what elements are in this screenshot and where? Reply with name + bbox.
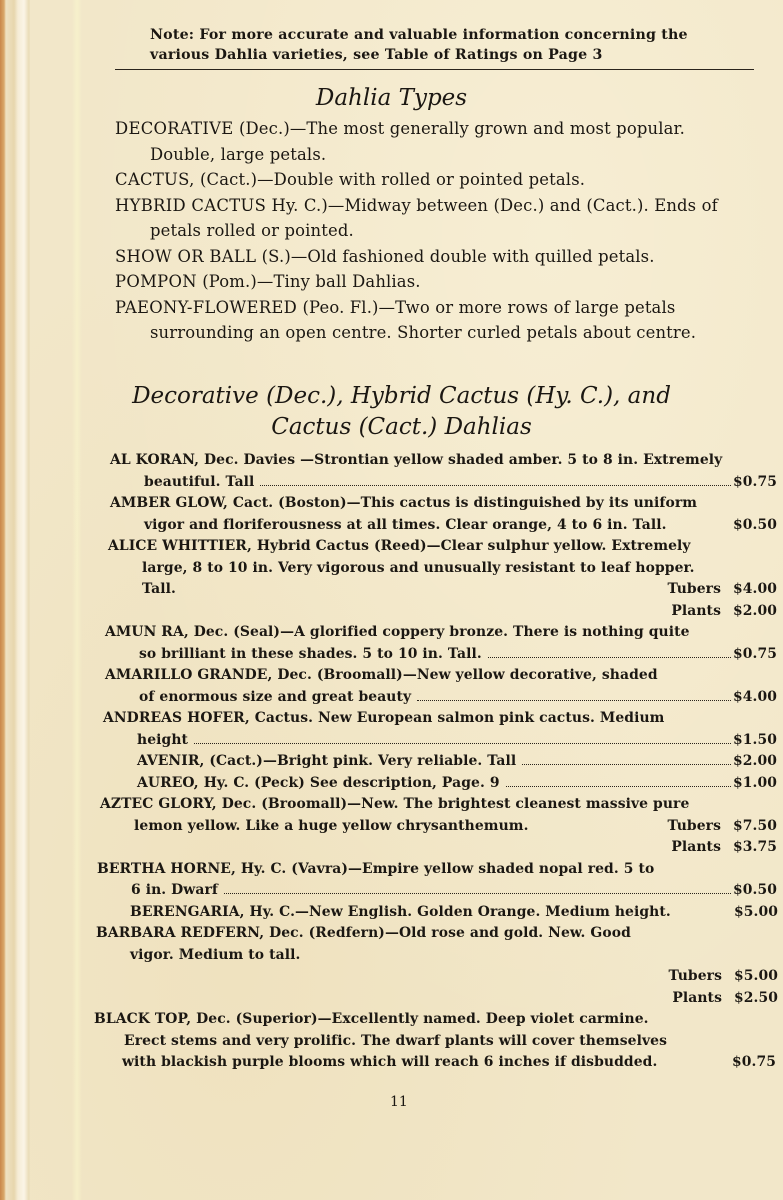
variety-desc: vigor and floriferousness at all times. Clear orange, 4 to 6 in. Tall. — [144, 516, 667, 533]
variety-name: ANDREAS HOFER, — [103, 710, 250, 726]
variety-price: $5.00 — [734, 968, 778, 984]
variety-desc: beautiful. Tall — [144, 473, 255, 490]
variety-price: $0.50 — [733, 882, 777, 898]
variety-price: $5.00 — [734, 903, 778, 920]
variety-name: BERTHA HORNE, — [97, 860, 236, 877]
type-item — [115, 244, 755, 270]
variety-desc: Dec. (Broomall)—New yellow decorative, shaded — [277, 667, 658, 683]
variety-desc: 6 in. Dwarf — [131, 882, 218, 898]
variety-desc: Tall. — [142, 581, 176, 597]
variety-price: $2.50 — [734, 989, 778, 1006]
variety-desc: Cact. (Boston)—This cactus is distinguished by its uniform — [232, 495, 698, 511]
variety-price: $1.50 — [733, 731, 777, 748]
leader-dots — [224, 892, 731, 894]
leader-dots — [522, 763, 731, 765]
variety-desc: Dec. (Broomall)—New. The brightest cleanest massive pure — [221, 796, 690, 812]
price-label: Plants — [672, 989, 722, 1006]
variety-price: $2.00 — [733, 602, 777, 619]
variety-name: AMUN RA, — [105, 624, 189, 640]
variety-desc: so brilliant in these shades. 5 to 10 in. Tall. — [139, 645, 482, 662]
variety-desc: Hy. C. (Peck) See description, Page. 9 — [203, 774, 500, 791]
variety-price: $4.00 — [733, 688, 777, 705]
type-name: CACTUS, — [115, 170, 195, 189]
variety-list — [94, 450, 778, 1074]
leader-dots — [260, 484, 731, 486]
variety-desc: with blackish purple blooms which will reach 6 inches if disbudded. — [122, 1054, 658, 1070]
price-label: Tubers — [667, 581, 721, 597]
variety-desc: Dec. (Superior)—Excellently named. Deep violet carmine. — [196, 1011, 649, 1027]
type-desc: (S.)—Old fashioned double with quilled petals. — [261, 246, 655, 266]
type-name: HYBRID CACTUS — [115, 195, 267, 215]
variety-desc: Hy. C. (Vavra)—Empire yellow shaded nopal red. 5 to — [240, 860, 655, 877]
variety-desc: lemon yellow. Like a huge yellow chrysanthemum. — [134, 817, 529, 834]
variety-entry — [103, 773, 777, 795]
type-desc: (Cact.)—Double with rolled or pointed petals. — [200, 170, 586, 189]
variety-desc: Cactus. New European salmon pink cactus. Medium — [254, 710, 665, 726]
variety-price: $2.00 — [733, 753, 777, 769]
page-number: 11 — [390, 1094, 408, 1110]
price-label: Tubers — [668, 968, 722, 984]
leader-dots — [194, 742, 731, 744]
type-desc: (Peo. Fl.)—Two or more rows of large petals surrounding an open centre. Shorter curled petals about centre. — [150, 297, 697, 342]
variety-name: ALICE WHITTIER, — [108, 538, 252, 554]
variety-desc: vigor. Medium to tall. — [130, 946, 301, 963]
type-desc: (Pom.)—Tiny ball Dahlias. — [202, 272, 421, 291]
variety-name: AMARILLO GRANDE, — [105, 667, 273, 683]
leader-dots — [417, 699, 731, 701]
variety-name: AZTEC GLORY, — [100, 796, 217, 812]
page-binding-edge — [0, 0, 30, 1200]
variety-name: BLACK TOP, — [94, 1011, 192, 1027]
variety-price: $0.75 — [732, 1054, 776, 1070]
variety-entry — [100, 794, 777, 859]
paper-fold-line — [72, 0, 82, 1200]
variety-desc: height — [137, 731, 189, 748]
dahlia-types-list — [115, 116, 755, 346]
type-name: DECORATIVE — [115, 119, 234, 138]
type-desc: (Dec.)—The most generally grown and most popular. Double, large petals. — [150, 119, 686, 164]
variety-name: AVENIR, — [137, 753, 205, 769]
variety-entry — [110, 493, 777, 536]
variety-entry — [94, 1009, 776, 1074]
type-name: POMPON — [115, 272, 197, 291]
variety-desc: (Cact.)—Bright pink. Very reliable. Tall — [209, 753, 517, 769]
variety-desc: Hybrid Cactus (Reed)—Clear sulphur yellow. Extremely — [256, 538, 691, 554]
variety-desc: Dec. (Redfern)—Old rose and gold. New. Good — [269, 925, 631, 941]
leader-dots — [488, 656, 731, 658]
variety-price: $4.00 — [733, 581, 777, 597]
variety-desc: Erect stems and very prolific. The dwarf plants will cover themselves — [124, 1032, 667, 1049]
type-item — [115, 167, 755, 193]
variety-price: $0.75 — [733, 645, 777, 662]
type-name: PAEONY-FLOWERED — [115, 297, 298, 317]
variety-name: AMBER GLOW, — [110, 495, 228, 511]
price-label: Plants — [671, 839, 721, 855]
variety-name: BARBARA REDFERN, — [96, 925, 265, 941]
variety-entry — [96, 923, 778, 1009]
variety-entry — [108, 536, 777, 622]
type-item — [115, 116, 755, 167]
price-label: Tubers — [667, 817, 721, 834]
section-title-line-1: Decorative (Dec.), Hybrid Cactus (Hy. C.), and — [132, 383, 671, 409]
variety-entry — [96, 902, 778, 924]
variety-desc: Hy. C.—New English. Golden Orange. Medium height. — [249, 903, 671, 920]
variety-name: AUREO, — [137, 774, 199, 791]
type-item — [115, 269, 755, 295]
variety-entry — [97, 859, 777, 902]
variety-price: $3.75 — [733, 839, 777, 855]
variety-desc: Dec. (Seal)—A glorified coppery bronze. There is nothing quite — [193, 624, 690, 640]
type-item — [115, 193, 755, 244]
variety-entry — [103, 751, 777, 773]
variety-entry — [103, 708, 777, 751]
type-desc: Hy. C.)—Midway between (Dec.) and (Cact.). Ends of petals rolled or pointed. — [150, 195, 718, 240]
variety-price: $7.50 — [733, 817, 777, 834]
variety-entry — [105, 665, 777, 708]
variety-desc: of enormous size and great beauty — [139, 688, 412, 705]
section-title-dahlia-types: Dahlia Types — [315, 85, 468, 111]
type-name: SHOW OR BALL — [115, 246, 257, 266]
price-label: Plants — [671, 602, 721, 619]
header-divider — [115, 69, 754, 70]
type-item — [115, 295, 755, 346]
variety-price: $1.00 — [733, 774, 777, 791]
variety-name: AL KORAN, — [110, 452, 200, 468]
variety-entry — [110, 450, 777, 493]
variety-entry — [105, 622, 777, 665]
variety-price: $0.50 — [733, 516, 777, 533]
section-title-line-2: Cactus (Cact.) Dahlias — [271, 414, 532, 440]
variety-desc: large, 8 to 10 in. Very vigorous and unusually resistant to leaf hopper. — [142, 559, 695, 576]
leader-dots — [506, 785, 731, 787]
section-title-varieties — [10, 381, 783, 443]
variety-desc: Dec. Davies —Strontian yellow shaded amber. 5 to 8 in. Extremely — [203, 452, 723, 468]
variety-name: BERENGARIA, — [130, 903, 245, 920]
variety-price: $0.75 — [733, 473, 777, 490]
note-header: Note: For more accurate and valuable information concerning the various Dahlia varieties, see Table of Ratings on Page 3 — [150, 27, 688, 63]
